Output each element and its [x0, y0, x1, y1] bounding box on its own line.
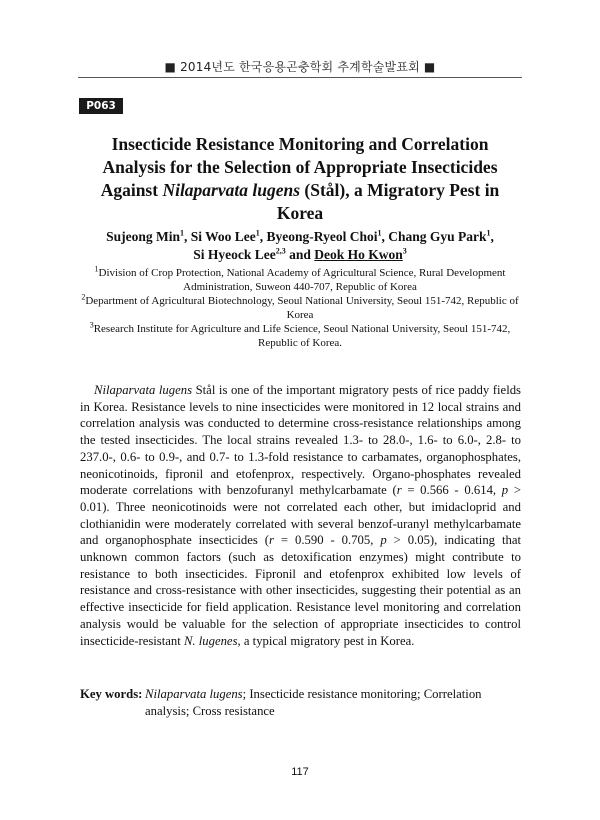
abstract-text: = 0.590 - 0.705,: [273, 533, 381, 548]
keyword-species: Nilaparvata lugens: [145, 687, 243, 701]
abstract-species-short: N. lugenes: [183, 633, 238, 648]
abstract-text: , a typical migratory pest in Korea.: [237, 633, 415, 648]
keywords-label: Key words:: [80, 687, 143, 701]
author-affiliation-mark: 2,3: [275, 246, 286, 256]
corresponding-author-name: Deok Ho Kwon: [314, 247, 403, 262]
author-name: Si Hyeock Lee: [193, 247, 276, 262]
author-affiliation-mark: 1: [255, 228, 260, 238]
affiliation-number: 2: [81, 292, 86, 302]
title-epithet: lugens: [252, 180, 301, 200]
author-name: Si Woo Lee: [190, 229, 256, 244]
title-genus: Nilaparvata: [162, 180, 248, 200]
keywords-text: ; Insecticide resistance monitoring; Correlation analysis; Cross resistance: [145, 687, 482, 718]
stat-symbol: p: [380, 533, 387, 548]
stat-symbol: r: [269, 533, 274, 548]
title-text-2: (Stål), a Migratory Pest in Korea: [276, 180, 500, 223]
poster-id-badge: P063: [79, 98, 123, 114]
author-affiliation-mark: 1: [180, 228, 185, 238]
author-name: Sujeong Min: [106, 229, 181, 244]
conference-header: ■ 2014년도 한국응용곤충학회 추계학술발표회 ■: [164, 60, 436, 74]
affiliation-2: [80, 294, 520, 322]
affiliation-1: [80, 266, 520, 294]
author-affiliation-mark: 3: [402, 246, 407, 256]
author-name: Chang Gyu Park: [388, 229, 487, 244]
stat-symbol: p: [501, 483, 509, 498]
affiliation-number: 3: [89, 320, 94, 330]
author-affiliation-mark: 1: [377, 228, 382, 238]
author-list: Sujeong Min$^1$, Si Woo Lee$^1$, Byeong-Ryeol Choi$^1$, Chang Gyu Park$^1$, Si Hyeock Lee$^{2,3}$ and Deok Ho Kwon$^3$: [106, 228, 494, 262]
keywords-list: [145, 686, 521, 720]
page-number: 117: [291, 766, 309, 778]
paper-title: [80, 133, 520, 225]
abstract-text: Stål is one of the important migratory pests of rice paddy fields in Korea. Resistance levels to nine insecticides were monitored in 12 local strains and correlation analysis was conducted to determine cross-resistance relationships among the tested insecticides. The local strains revealed 1.3- to 28.0-, 1.6- to 6.0-, 2.8- to 237.0-, 0.6- to 0.9-, and 0.7- to 1.3-fold resistance to carbamates, organophosphates, neonicotinoids, fipronil and etofenprox, respectively. Organo-phosphates revealed moderate correlations with benzofuranyl methylcarbamate (: [80, 383, 521, 498]
abstract-species: Nilaparvata lugens: [94, 383, 193, 397]
stat-symbol: r: [396, 483, 402, 498]
abstract-text: > 0.05), indicating that unknown common factors (such as detoxification enzymes) might contribute to resistance to both insecticides. Fipronil and etofenprox exhibited low levels of resistance and cross-resistance with other insecticides, suggesting their potential as an effective insecticide for field application. Resistance level monitoring and correlation analysis would be valuable for the selection of appropriate insecticides to control insecticide-resistant: [80, 533, 521, 648]
authors-conjunction: and: [289, 247, 311, 262]
header-divider: [78, 77, 522, 78]
affiliation-number: 1: [94, 264, 99, 274]
affiliation-text: Department of Agricultural Biotechnology, Seoul National University, Seoul 151-742, Republic of Korea: [85, 295, 519, 321]
abstract-text: = 0.566 - 0.614,: [401, 483, 502, 498]
affiliation-text: Division of Crop Protection, National Academy of Agricultural Science, Rural Development Administration, Suweon 440-707, Republic of Korea: [98, 267, 506, 293]
author-affiliation-mark: 1: [486, 228, 491, 238]
affiliation-3: [80, 322, 520, 350]
keywords-block: [80, 686, 521, 720]
abstract-text: > 0.01). Three neonicotinoids were not correlated each other, but imidacloprid and clothianidin were moderately correlated with several benzof-uranyl methylcarbamate and organophosphate insecticides (: [80, 483, 521, 548]
author-name: Byeong-Ryeol Choi: [266, 229, 378, 244]
abstract-paragraph: [80, 382, 521, 649]
affiliation-text: Research Institute for Agriculture and Life Science, Seoul National University, Seoul 151-742, Republic of Korea.: [93, 323, 511, 349]
title-text-1: Insecticide Resistance Monitoring and Correlation Analysis for the Selection of Appropriate Insecticides Against: [100, 134, 498, 200]
